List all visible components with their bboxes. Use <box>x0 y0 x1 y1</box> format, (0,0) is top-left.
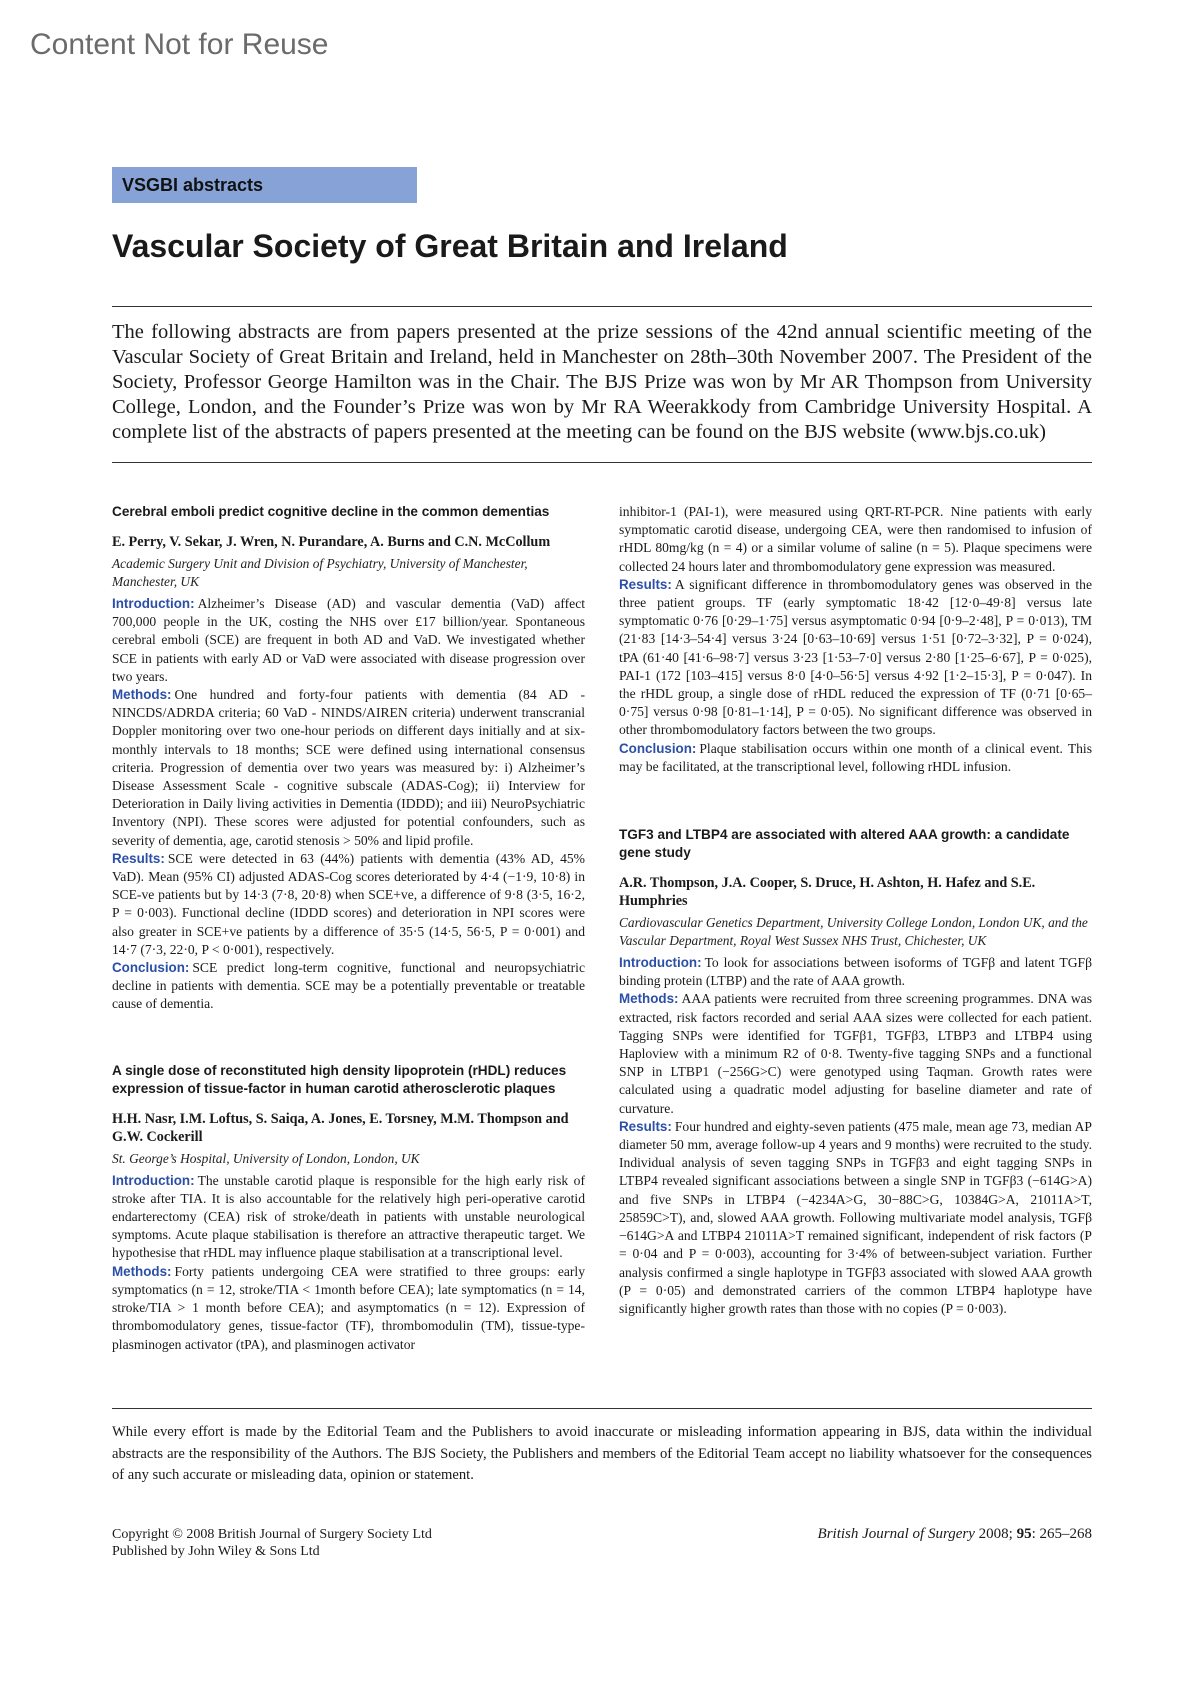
watermark: Content Not for Reuse <box>30 28 329 61</box>
label-introduction: Introduction: <box>112 596 195 611</box>
methods-continued-text: inhibitor-1 (PAI-1), were measured using QRT-RT-PCR. Nine patients with early symptomatic carotid disease, undergoing CEA, were then randomised to infusion of rHDL 80mg/kg (n = 4) or a similar volume of saline (n = 5). Plaque specimens were collected 24 hours later and thrombomodulatory gene expression was measured. <box>619 504 1092 574</box>
abstract-methods <box>112 1263 585 1354</box>
results-text: A significant difference in thrombomodulatory genes was observed in the three patient groups. TF (early symptomatic 18·42 [12·0–49·8] versus late symptomatic 0·76 [0·29–1·75] versus asymptomatic 0·94 [0·9–2·48], P = 0·013), TM (21·83 [14·3–54·4] versus 3·24 [0·63–10·69] versus 1·51 [0·72–3·32], P = 0·024), tPA (61·40 [41·6–98·7] versus 3·23 [1·53–7·0] versus 2·80 [1·25–6·67], P = 0·025), PAI-1 (172 [103–415] versus 8·0 [4·0–56·5] versus 4·92 [1·2–15·3], P = 0·047). In the rHDL group, a single dose of rHDL reduced the expression of TF (0·71 [0·65–0·75] versus 0·98 [0·81–1·14], P = 0·05). No significant difference was observed in other thrombomodulatory factors between the two groups. <box>619 576 1092 738</box>
disclaimer: While every effort is made by the Editorial Team and the Publishers to avoid inaccurate or misleading information appearing in BJS, data within the individual abstracts are the responsibility of the Authors. The BJS Society, the Publishers and members of the Editorial Team accept no liability whatsoever for the consequences of any such accurate or misleading data, opinion or statement. <box>112 1424 1092 1483</box>
abstract-authors: A.R. Thompson, J.A. Cooper, S. Druce, H. Ashton, H. Hafez and S.E. Humphries <box>619 875 1036 910</box>
abstract-title: TGF3 and LTBP4 are associated with altered AAA growth: a candidate gene study <box>619 827 1070 861</box>
methods-text: AAA patients were recruited from three screening programmes. DNA was extracted, risk factors recorded and serial AAA sizes were collected for each patient. Tagging SNPs were identified for TGFβ1, TGFβ3, LTBP3 and LTBP4 using Haploview with a minimum R2 of 0·8. Twenty-five tagging SNPs and a functional SNP in LTBP1 (−256G>C) were genotyped using Taqman. Growth rates were calculated using a quadratic model adjusting for baseline diameter and rate of curvature. <box>619 991 1092 1116</box>
spacer <box>112 1014 585 1062</box>
journal-pages: : 265–268 <box>1031 1526 1092 1542</box>
right-column <box>619 503 1092 1318</box>
introduction-text: To look for associations between isoforms of TGFβ and latent TGFβ binding protein (LTBP) and the rate of AAA growth. <box>619 955 1092 989</box>
abstract-results <box>619 576 1092 740</box>
abstract-introduction <box>112 1172 585 1263</box>
footer-left <box>112 1526 432 1560</box>
label-introduction: Introduction: <box>112 1172 195 1188</box>
abstract-3 <box>619 826 1092 1318</box>
label-introduction: Introduction: <box>619 955 702 971</box>
conclusion-text: SCE predict long-term cognitive, functional and neuropsychiatric decline in patients with dementia. SCE may be a potentially preventable or treatable cause of dementia. <box>112 960 585 1012</box>
introduction-text: The unstable carotid plaque is responsible for the high early risk of stroke after TIA. It is also accountable for the relatively high peri-operative carotid endarterectomy (CEA) risk of stroke/death in patients with unstable neurological symptoms. Acute plaque stabilisation is therefore an attractive therapeutic target. We hypothesise that rHDL may influence plaque stabilisation at a transcriptional level. <box>112 1172 585 1261</box>
abstract-methods <box>619 990 1092 1117</box>
label-results: Results: <box>619 576 672 592</box>
abstract-1 <box>112 503 585 1014</box>
publisher-text: Published by John Wiley & Sons Ltd <box>112 1544 320 1559</box>
abstract-authors: E. Perry, V. Sekar, J. Wren, N. Purandare, A. Burns and C.N. McCollum <box>112 534 551 550</box>
journal-volume: 95 <box>1016 1526 1032 1542</box>
label-methods: Methods: <box>112 687 172 703</box>
footer-citation <box>818 1526 1092 1543</box>
abstract-authors: H.H. Nasr, I.M. Loftus, S. Saiqa, A. Jones, E. Torsney, M.M. Thompson and G.W. Cockerill <box>112 1110 569 1145</box>
abstract-results <box>112 850 585 959</box>
label-conclusion: Conclusion: <box>619 740 697 756</box>
abstract-2-continued <box>619 503 1092 776</box>
journal-year: 2008; <box>978 1526 1013 1542</box>
abstract-2 <box>112 1062 585 1354</box>
left-column <box>112 503 585 1354</box>
abstract-affiliation: St. George’s Hospital, University of London, London, UK <box>112 1150 420 1166</box>
abstract-introduction <box>619 954 1092 990</box>
label-results: Results: <box>619 1118 672 1134</box>
spacer <box>619 776 1092 826</box>
section-tag: VSGBI abstracts <box>112 167 417 203</box>
abstract-title: Cerebral emboli predict cognitive decline in the common dementias <box>112 504 550 519</box>
label-results: Results: <box>112 850 165 866</box>
abstract-conclusion <box>619 740 1092 776</box>
divider-intro-bottom <box>112 462 1092 463</box>
conclusion-text: Plaque stabilisation occurs within one month of a clinical event. This may be facilitated, at the transcriptional level, following rHDL infusion. <box>619 740 1092 774</box>
results-text: SCE were detected in 63 (44%) patients with dementia (43% AD, 45% VaD). Mean (95% CI) adjusted ADAS-Cog scores deteriorated by 4·4 (−1·9, 10·8) in SCE-ve patients but by 14·3 (7·8, 20·8) when SCE+ve, a difference of 9·8 (3·5, 16·2, P = 0·003). Functional decline (IDDD scores) and deterioration in NPI scores were also greater in SCE+ve patients by a difference of 35·5 (14·5, 56·5, P = 0·001) and 14·7 (7·3, 22·0, P < 0·001), respectively. <box>112 850 585 957</box>
abstract-introduction <box>112 595 585 686</box>
divider-disclaimer <box>112 1408 1092 1409</box>
label-conclusion: Conclusion: <box>112 960 190 976</box>
label-methods: Methods: <box>619 991 679 1007</box>
methods-text: One hundred and forty-four patients with dementia (84 AD - NINCDS/ADRDA criteria; 60 VaD - NINDS/AIREN criteria) underwent transcranial Doppler monitoring over two one-hour periods on different days initially and at six-monthly intervals to 18 months; SCE were defined using international consensus criteria. Progression of dementia over two years was measured by: i) Alzheimer’s Disease Assessment Scale - cognitive subscale (ADAS-Cog); ii) Interview for Deterioration in Daily living activities in Dementia (IDDD); and iii) NeuroPsychiatric Inventory (NPI). These scores were adjusted for potential confounders, such as severity of dementia, age, carotid stenosis > 50% and lipid profile. <box>112 687 585 848</box>
intro-paragraph: The following abstracts are from papers presented at the prize sessions of the 42nd annual scientific meeting of the Vascular Society of Great Britain and Ireland, held in Manchester on 28th–30th November 2007. The President of the Society, Professor George Hamilton was in the Chair. The BJS Prize was won by Mr AR Thompson from University College, London, and the Founder’s Prize was won by Mr RA Weerakkody from Cambridge University Hospital. A complete list of the abstracts of papers presented at the meeting can be found on the BJS website (www.bjs.co.uk) <box>112 321 1092 443</box>
abstract-conclusion <box>112 959 585 1014</box>
journal-name: British Journal of Surgery <box>817 1526 975 1542</box>
label-methods: Methods: <box>112 1263 172 1279</box>
page-title: Vascular Society of Great Britain and Ireland <box>112 228 788 264</box>
abstract-results <box>619 1118 1092 1318</box>
methods-text: Forty patients undergoing CEA were stratified to three groups: early symptomatics (n = 12, stroke/TIA < 1month before CEA); late symptomatics (n = 14, stroke/TIA > 1 month before CEA); and asymptomatics (n = 12). Expression of thrombomodulatory genes, tissue-factor (TF), thrombomodulin (TM), tissue-type-plasminogen activator (tPA), and plasminogen activator <box>112 1263 585 1352</box>
abstract-title: A single dose of reconstituted high density lipoprotein (rHDL) reduces expression of tissue-factor in human carotid atherosclerotic plaques <box>112 1062 567 1096</box>
abstract-affiliation: Cardiovascular Genetics Department, University College London, London UK, and the Vascular Department, Royal West Sussex NHS Trust, Chichester, UK <box>619 915 1088 949</box>
copyright-text: Copyright © 2008 British Journal of Surgery Society Ltd <box>112 1527 432 1542</box>
divider-top <box>112 306 1092 307</box>
abstract-affiliation: Academic Surgery Unit and Division of Psychiatry, University of Manchester, Manchester, UK <box>112 556 528 589</box>
abstract-methods <box>112 686 585 850</box>
results-text: Four hundred and eighty-seven patients (475 male, mean age 73, median AP diameter 50 mm, average follow-up 4 years and 9 months) were recruited to the study. Individual analysis of seven tagging SNPs in TGFβ3 and eight tagging SNPs in LTBP4 revealed significant associations between a single SNP in TGFβ3 (−614G>A) and five SNPs in LTBP4 (−4234A>G, 30−88C>G, 10384G>A, 21011A>T, 25859C>T), and, slowed AAA growth. Following multivariate model analysis, TGFβ −614G>A and LTBP4 21011A>T remained significant, independent of risk factors (P = 0·04 and P = 0·003), accounting for 3·4% of between-subject variation. Further analysis confirmed a single haplotype in TGFβ3 associated with slowed AAA growth (P = 0·05) and demonstrated carriers of the common LTBP4 haplotype have significantly higher growth rates than those with no copies (P = 0·003). <box>619 1118 1092 1316</box>
introduction-text: Alzheimer’s Disease (AD) and vascular dementia (VaD) affect 700,000 people in the UK, costing the NHS over £17 billion/year. Spontaneous cerebral emboli (SCE) are frequent in both AD and VaD. We investigated whether SCE in patients with early AD or VaD were associated with disease progression over two years. <box>112 596 585 684</box>
